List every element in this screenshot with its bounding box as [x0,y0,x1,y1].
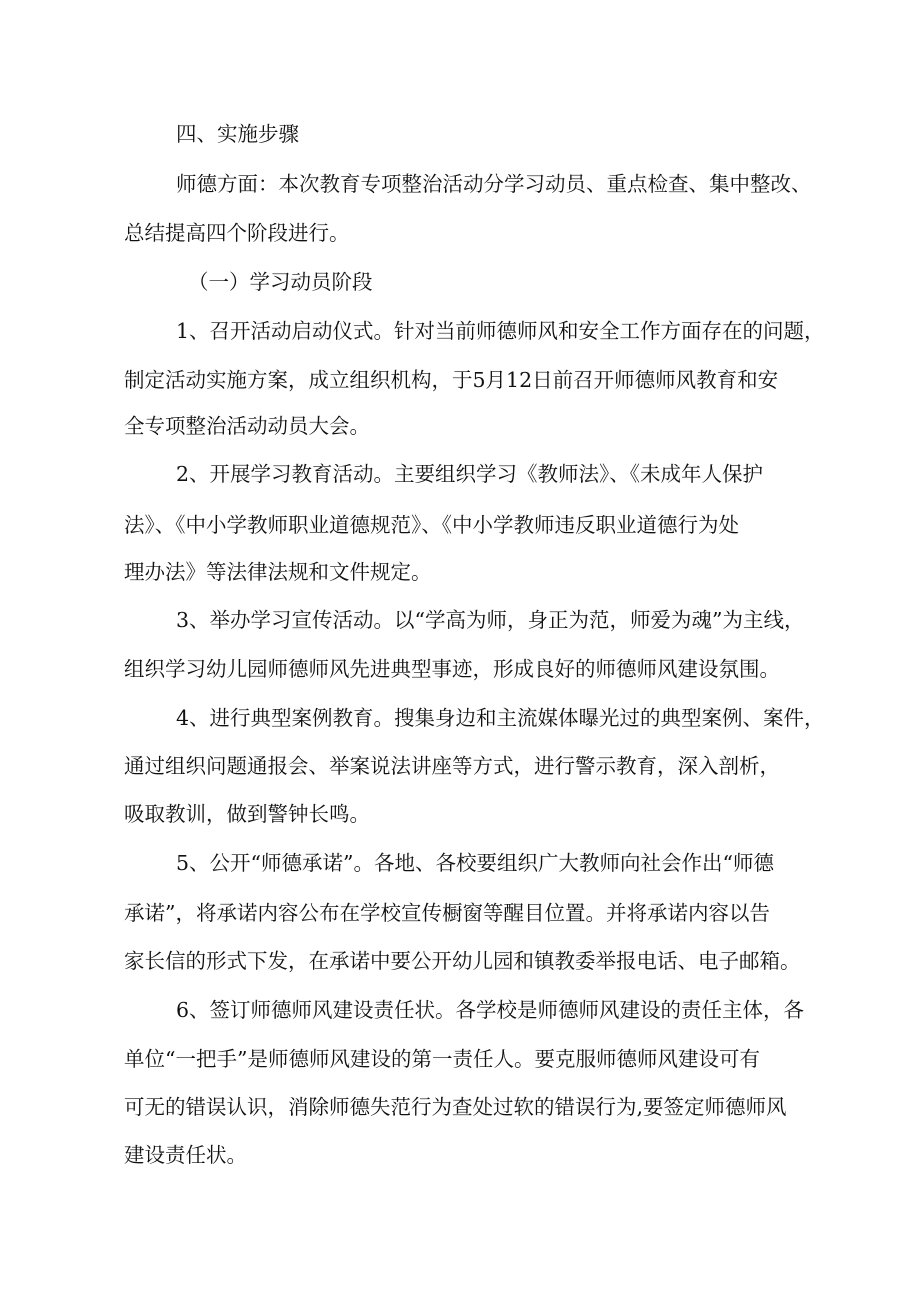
item-1-line-2: 制定活动实施方案，成立组织机构，于5月12日前召开师德师风教育和安 [124,368,779,392]
item-5-line-2: 承诺”，将承诺内容公布在学校宣传橱窗等醒目位置。并将承诺内容以告 [124,901,770,925]
item-2-line-1: 2、开展学习教育活动。主要组织学习《教师法》、《未成年人保护 [176,462,764,486]
item-1-line-3: 全专项整治活动动员大会。 [124,414,370,438]
item-4-line-1: 4、进行典型案例教育。搜集身边和主流媒体曝光过的典型案例、案件， [176,706,825,730]
intro-line-1: 师德方面：本次教育专项整治活动分学习动员、重点检查、集中整改、 [176,172,812,196]
item-3-line-2: 组织学习幼儿园师德师风先进典型事迹，形成良好的师德师风建设氛围。 [124,657,780,681]
item-5-line-3: 家长信的形式下发，在承诺中要公开幼儿园和镇教委举报电话、电子邮箱。 [124,949,801,973]
item-6-line-1: 6、签订师德师风建设责任状。各学校是师德师风建设的责任主体，各 [176,998,805,1022]
item-4-line-2: 通过组织问题通报会、举案说法讲座等方式，进行警示教育，深入剖析， [124,754,780,778]
subsection-heading: （一）学习动员阶段 [188,270,373,294]
item-2-line-3: 理办法》等法律法规和文件规定。 [124,560,432,584]
item-5-line-1: 5、公开“师德承诺”。各地、各校要组织广大教师向社会作出“师德 [176,851,774,875]
item-1-line-1: 1、召开活动启动仪式。针对当前师德师风和安全工作方面存在的问题， [176,319,825,343]
item-6-line-4: 建设责任状。 [124,1143,247,1167]
item-2-line-2: 法》、《中小学教师职业道德规范》、《中小学教师违反职业道德行为处 [124,513,739,537]
item-6-line-3: 可无的错误认识，消除师德失范行为查处过软的错误行为,要签定师德师风 [124,1095,787,1119]
intro-line-2: 总结提高四个阶段进行。 [124,221,350,245]
item-4-line-3: 吸取教训，做到警钟长鸣。 [124,802,370,826]
section-heading: 四、实施步骤 [176,122,299,146]
item-6-line-2: 单位“一把手”是师德师风建设的第一责任人。要克服师德师风建设可有 [124,1047,760,1071]
item-3-line-1: 3、举办学习宣传活动。以“学高为师，身正为范，师爱为魂”为主线， [176,608,805,632]
